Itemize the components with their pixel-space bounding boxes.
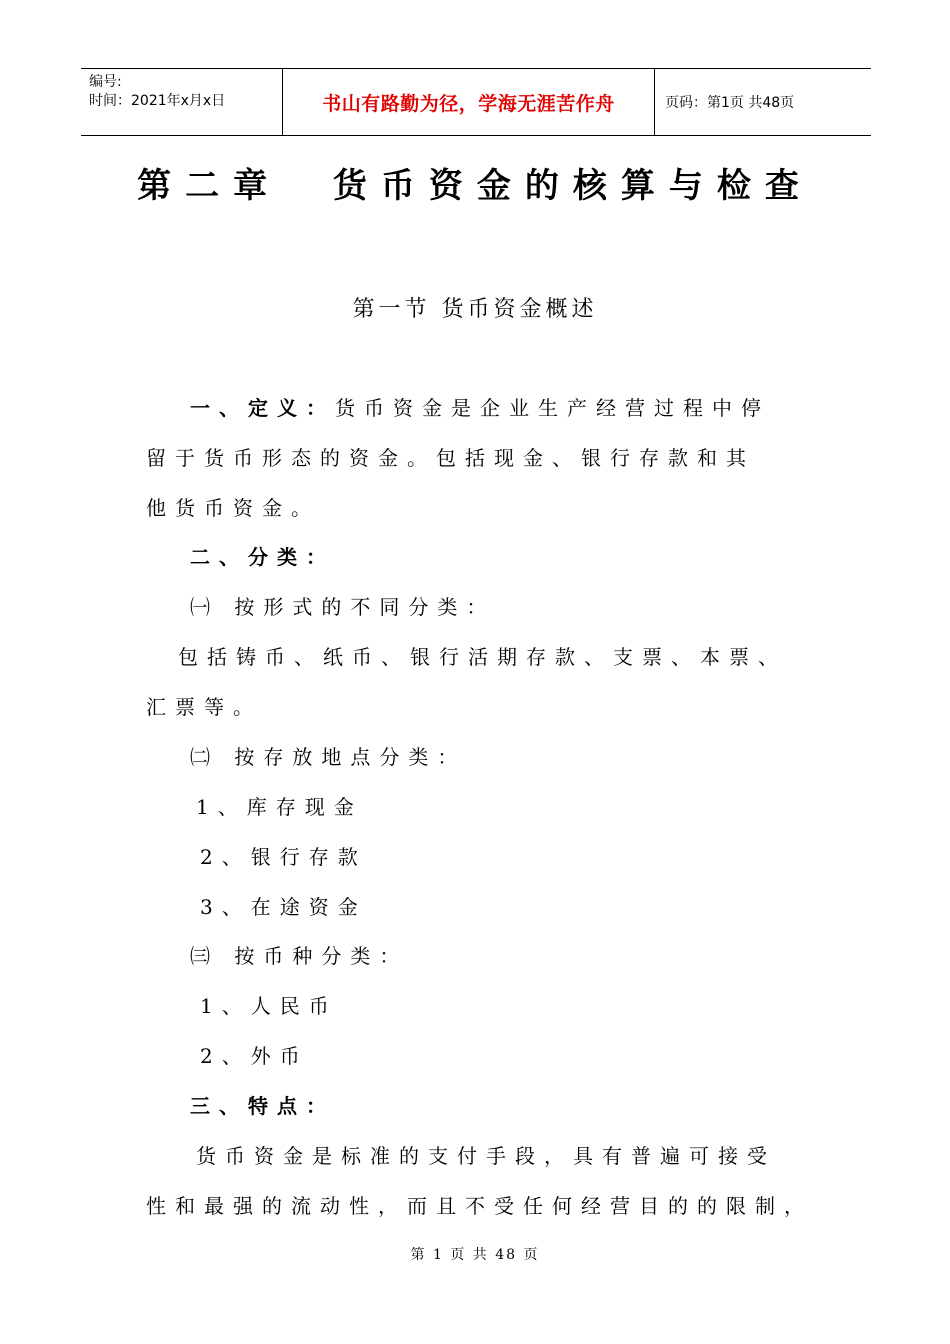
chapter-title: 第二章 货币资金的核算与检查 (137, 166, 813, 206)
currency-item-1: 1、人民币 (200, 994, 338, 1018)
location-item-3: 3、在途资金 (200, 895, 367, 919)
classification-heading: 二、分类： (190, 545, 335, 569)
header-page-code: 页码：第1页 共48页 (665, 95, 795, 111)
document-number-label: 编号: (89, 74, 122, 90)
definition-paragraph-line-3: 他货币资金。 (146, 496, 320, 520)
by-form-text-line-1: 包括铸币、纸币、银行活期存款、支票、本票、 (178, 645, 787, 669)
definition-text: 货币资金是企业生产经营过程中停 (335, 396, 770, 420)
by-currency-heading: ㈢ 按币种分类： (190, 944, 409, 968)
document-time-label: 时间：2021年x月x日 (89, 93, 226, 109)
by-form-text-line-2: 汇票等。 (146, 695, 262, 719)
features-text-line-2: 性和最强的流动性，而且不受任何经营目的的限制， (146, 1194, 813, 1218)
currency-item-2: 2、外币 (200, 1044, 309, 1068)
location-item-2: 2、银行存款 (200, 845, 367, 869)
features-heading: 三、特点： (190, 1094, 335, 1118)
definition-heading: 一、定义： (190, 396, 335, 420)
definition-paragraph-line-2: 留于货币形态的资金。包括现金、银行存款和其 (146, 446, 755, 470)
page-footer: 第 1 页 共 48 页 (410, 1247, 540, 1263)
by-form-heading: ㈠ 按形式的不同分类： (190, 595, 496, 619)
header-table (81, 68, 871, 136)
header-info-cell (81, 69, 282, 135)
header-motto: 书山有路勤为径，学海无涯苦作舟 (282, 69, 655, 135)
definition-paragraph-line-1 (190, 393, 770, 423)
location-item-1: 1、库存现金 (196, 795, 363, 819)
by-location-heading: ㈡ 按存放地点分类： (190, 745, 467, 769)
features-text-line-1: 货币资金是标准的支付手段，具有普遍可接受 (196, 1144, 776, 1168)
section-title: 第一节 货币资金概述 (352, 297, 598, 322)
